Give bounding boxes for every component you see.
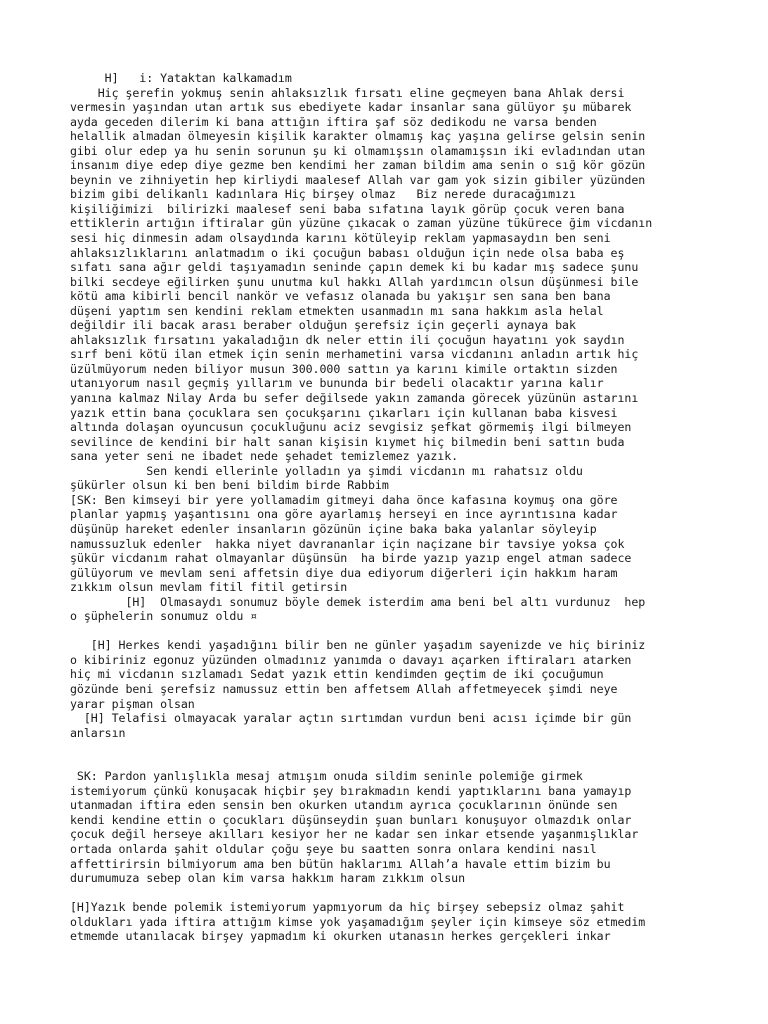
text-line xyxy=(70,624,760,639)
text-line: affettirirsin bilmiyorum ama ben bütün haklarımı Allah’a havale ettim bizim bu xyxy=(70,856,611,871)
text-line: utanıyorum nasıl geçmiş yıllarım ve bununda bir bedeli olacaktır yarına kalır xyxy=(70,376,604,391)
text-line: yarar pişman olsan xyxy=(70,696,195,711)
text-line: kötü ama kibirli bencil nankör ve vefasız olanada bu yakışır sen sana ben bana xyxy=(70,289,611,304)
text-line: H] i: Yataktan kalkamadım xyxy=(70,71,292,85)
text-line: ahlaksızlıklarını anlatmadım o iki çocuğun babası olduğun için nede olsa baba eş xyxy=(70,245,625,260)
text-line: vermesin yaşından utan artık sus ebediyete kadar insanlar sana gülüyor şu mübarek xyxy=(70,100,632,115)
text-line: ahlaksızlık fırsatını yakaladığın dk neler ettin ili çocuğun hayatını yok saydın xyxy=(70,332,625,347)
text-line: SK: Pardon yanlışlıkla mesaj atmışım onuda sildim seninle polemiğe girmek xyxy=(70,769,583,784)
text-line: sesi hiç dinmesin adam olsaydında karını kötüleyip reklam yapmasaydın ben seni xyxy=(70,231,611,246)
text-line xyxy=(70,886,760,901)
text-line xyxy=(70,740,760,755)
text-line: Hiç şerefin yokmuş senin ahlaksızlık fırsatı eline geçmeyen bana Ahlak dersi xyxy=(70,85,625,100)
text-line: [H]Yazık bende polemik istemiyorum yapmıyorum da hiç birşey sebepsiz olmaz şahit xyxy=(70,900,625,915)
text-line: düşünüp hareket edenler insanların gözünün içine baka baka yalanlar söyleyip xyxy=(70,521,597,536)
document-text xyxy=(70,71,760,944)
text-line: sırf beni kötü ilan etmek için senin merhametini varsa vicdanını anladın artık hiç xyxy=(70,347,639,362)
text-line: namussuzluk edenler hakka niyet davrananlar için naçizane bir tavsiye yoksa çok xyxy=(70,536,625,551)
text-line: gözünde beni şerefsiz namussuz ettin ben affetsem Allah affetmeyecek şimdi neye xyxy=(70,681,618,696)
text-line: planlar yapmış yaşantısını ona göre ayarlamış herseyi en ince ayrıntısına kadar xyxy=(70,507,618,522)
text-line: insanım diye edep diye gezme ben kendimi her zaman bildim ama senin o sığ kör gözün xyxy=(70,158,646,173)
text-line: değildir ili bacak arası beraber olduğun şerefsiz için geçerli aynaya bak xyxy=(70,318,576,333)
text-line: hiç mi vicdanın sızlamadı Sedat yazık ettin kendimden geçtim de iki çocuğumun xyxy=(70,667,604,682)
text-line: sıfatı sana ağır geldi taşıyamadın seninde çapın demek ki bu kadar mış sadece şunu xyxy=(70,260,639,275)
text-line: anlarsın xyxy=(70,725,126,740)
text-line: gibi olur edep ya hu senin sorunun şu ki olmamışsın olamamışsın iki evladından utan xyxy=(70,143,646,158)
text-line: utanmadan iftira eden sensin ben okurken utandım ayrıca çocuklarının önünde sen xyxy=(70,798,618,813)
text-line: yanına kalmaz Nilay Arda bu sefer değilsede yakın zamanda görecek yüzünün astarını xyxy=(70,391,639,406)
text-line: sevilince de kendini bir halt sanan kişisin kıymet hiç bilmedin beni sattın buda xyxy=(70,434,625,449)
text-line: helallik almadan ölmeyesin kişilik karakter olmamış kaç yaşına gelirse gelsin senin xyxy=(70,129,646,144)
text-line: istemiyorum çünkü konuşacak hiçbir şey bırakmadın kendi yaptıklarını bana yamayıp xyxy=(70,783,632,798)
text-line: sana yeter seni ne ibadet nede şehadet temizlemez yazık. xyxy=(70,449,459,464)
text-line: şükür vicdanım rahat olmayanlar düşünsün ha birde yazıp yazıp engel atman sadece xyxy=(70,551,632,566)
text-line: [H] Olmasaydı sonumuz böyle demek isterdim ama beni bel altı vurdunuz hep xyxy=(70,594,646,609)
text-line: ortada onlarda şahit oldular çoğu şeye bu saatten sonra onlara kendini nasıl xyxy=(70,841,597,856)
text-line: Sen kendi ellerinle yolladın ya şimdi vicdanın mı rahatsız oldu xyxy=(70,463,583,478)
text-line: o şüphelerin sonumuz oldu ¤ xyxy=(70,609,258,624)
text-line: üzülmüyorum neden biliyor musun 300.000 sattın ya karını kimile ortaktın sizden xyxy=(70,361,618,376)
text-line: gülüyorum ve mevlam seni affetsin diye dua ediyorum diğerleri için hakkım haram xyxy=(70,565,618,580)
text-line: o kibiriniz egonuz yüzünden olmadınız yanımda o davayı açarken iftiraları atarken xyxy=(70,652,632,667)
text-line: yazık ettin bana çocuklara sen çocukşarını çıkarları için kullanan baba kisvesi xyxy=(70,405,618,420)
text-line: zıkkım olsun mevlam fitil fitil getirsin xyxy=(70,580,348,595)
text-line: oldukları yada iftira attığım kimse yok yaşamadığım şeyler için kimseye söz etmedim xyxy=(70,914,646,929)
text-line: [H] Herkes kendi yaşadığını bilir ben ne günler yaşadım sayenizde ve hiç biriniz xyxy=(70,638,646,653)
text-line: kişiliğimizi bilirizki maalesef seni baba sıfatına layık görüp çocuk veren bana xyxy=(70,201,625,216)
text-line: bizim gibi delikanlı kadınlara Hiç birşey olmaz Biz nerede duracağımızı xyxy=(70,187,576,202)
text-line: çocuk değil herseye akılları kesiyor her ne kadar sen inkar etsende yaşanmışlıklar xyxy=(70,827,639,842)
text-line: şükürler olsun ki ben beni bildim birde Rabbim xyxy=(70,478,389,493)
text-line: etmemde utanılacak birşey yapmadım ki okurken utanasın herkes gerçekleri inkar xyxy=(70,929,611,944)
text-line: kendi kendine ettin o çocukları düşünseydin şuan bunları konuşuyor olmazdık onlar xyxy=(70,812,632,827)
text-line: ayda geceden dilerim ki bana attığın iftira şaf söz dedikodu ne varsa benden xyxy=(70,114,597,129)
text-line: ettiklerin artığın iftiralar gün yüzüne çıkacak o zaman yüzüne tükürece ğim vicdanın xyxy=(70,216,653,231)
text-line: [SK: Ben kimseyi bir yere yollamadim gitmeyi daha önce kafasına koymuş ona göre xyxy=(70,492,618,507)
text-line: [H] Telafisi olmayacak yaralar açtın sırtımdan vurdun beni acısı içimde bir gün xyxy=(70,711,632,726)
text-line: düşeni yaptım sen kendini reklam etmekten usanmadın mı sana hakkım asla helal xyxy=(70,303,604,318)
text-line: altında dolaşan oyuncusun çocukluğunu aciz sevgisiz şefkat görmemiş ilgi bilmeyen xyxy=(70,420,632,435)
text-line: durumumuza sebep olan kim varsa hakkım haram zıkkım olsun xyxy=(70,871,466,886)
text-line: beynin ve zihniyetin hep kirliydi maalesef Allah var gam yok sizin gibiler yüzünden xyxy=(70,172,646,187)
text-line: bilki secdeye eğilirken şunu unutma kul hakkı Allah yardımcın olsun düşünmesi bile xyxy=(70,274,639,289)
text-line xyxy=(70,755,760,770)
